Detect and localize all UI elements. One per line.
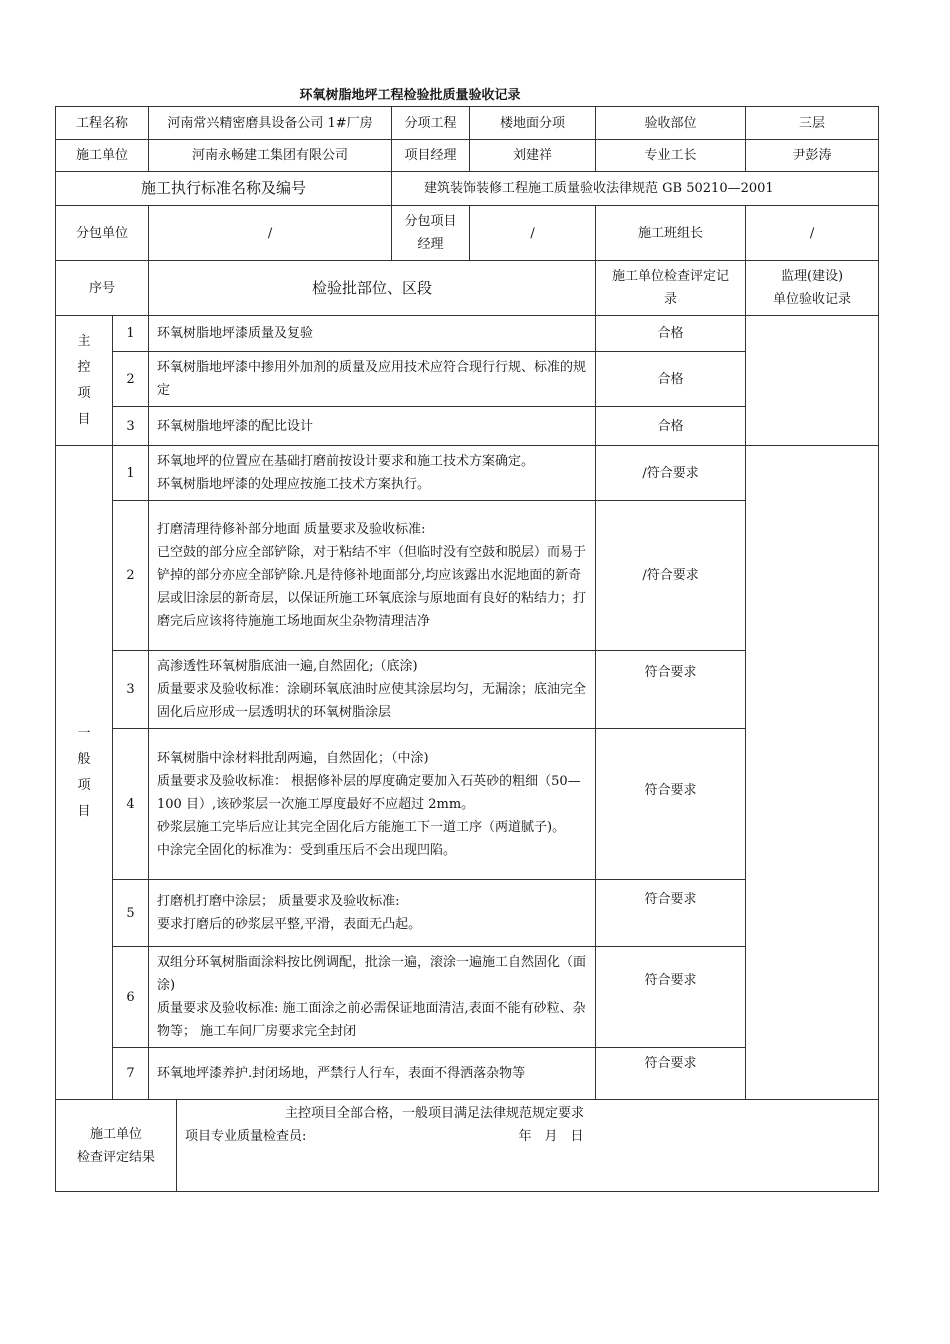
main-control-char: 主 bbox=[77, 333, 91, 349]
standard-value: 建筑装饰装修工程施工质量验收法律规范 GB 50210—2001 bbox=[392, 172, 879, 206]
sub-item-value: 楼地面分项 bbox=[470, 107, 596, 140]
document-title: 环氧树脂地坪工程检验批质量验收记录 bbox=[299, 88, 521, 103]
general-item-result: /符合要求 bbox=[596, 501, 746, 651]
main-item-no: 1 bbox=[113, 316, 149, 352]
general-char: 目 bbox=[77, 803, 91, 819]
sub-item-label: 分项工程 bbox=[392, 107, 470, 140]
pm-value: 刘建祥 bbox=[470, 140, 596, 172]
result-section-label: 施工单位 检查评定结果 bbox=[56, 1100, 177, 1192]
general-item-text: 双组分环氧树脂面涂料按比例调配，批涂一遍，滚涂一遍施工自然固化（面涂) 质量要求及验收标准: 施工面涂之前必需保证地面清洁,表面不能有砂粒、杂物等； 施工车间厂房要求完全封闭 bbox=[149, 947, 596, 1048]
acceptance-part-value: 三层 bbox=[746, 107, 879, 140]
main-control-char: 控 bbox=[77, 359, 91, 375]
general-supervisor-cell bbox=[746, 446, 879, 1100]
contractor-value: 河南永畅建工集团有限公司 bbox=[149, 140, 392, 172]
general-item-text: 环氧地坪的位置应在基础打磨前按设计要求和施工技术方案确定。 环氧树脂地坪漆的处理应按施工技术方案执行。 bbox=[149, 446, 596, 501]
team-leader-label: 施工班组长 bbox=[596, 206, 746, 261]
result-section-body bbox=[177, 1100, 879, 1192]
supervisor-record-header: 监理(建设) 单位验收记录 bbox=[746, 261, 879, 316]
main-control-char: 项 bbox=[77, 385, 91, 401]
general-item-result: 符合要求 bbox=[596, 880, 746, 947]
result-conclusion: 主控项目全部合格，一般项目满足法律规范规定要求 bbox=[285, 1106, 585, 1121]
general-item-text: 环氧地坪漆养护.封闭场地，严禁行人行车，表面不得洒落杂物等 bbox=[149, 1048, 596, 1100]
project-name-label: 工程名称 bbox=[56, 107, 149, 140]
main-item-result: 合格 bbox=[596, 352, 746, 407]
general-item-result: /符合要求 bbox=[596, 446, 746, 501]
general-item-text: 环氧树脂中涂材料批刮两遍，自然固化；（中涂) 质量要求及验收标准： 根据修补层的厚度确定要加入石英砂的粗细（50—100 目）,该砂浆层一次施工厚度最好不应超过 2mm。 砂浆层施工完毕后应让其完全固化后方能施工下一道工序（两道腻子)。 中涂完全固化的标准为：受到重压后不会出现凹陷。 bbox=[149, 729, 596, 880]
general-item-text: 打磨机打磨中涂层； 质量要求及验收标准: 要求打磨后的砂浆层平整,平滑，表面无凸起。 bbox=[149, 880, 596, 947]
general-item-no: 1 bbox=[113, 446, 149, 501]
main-item-result: 合格 bbox=[596, 316, 746, 352]
main-item-no: 3 bbox=[113, 407, 149, 446]
team-leader-value: / bbox=[746, 206, 879, 261]
standard-label: 施工执行标准名称及编号 bbox=[56, 172, 392, 206]
general-item-no: 4 bbox=[113, 729, 149, 880]
main-item-text: 环氧树脂地坪漆中掺用外加剂的质量及应用技术应符合现行行规、标准的规定 bbox=[149, 352, 596, 407]
subcontractor-label: 分包单位 bbox=[56, 206, 149, 261]
general-char: 一 bbox=[77, 725, 91, 741]
pm-label: 项目经理 bbox=[392, 140, 470, 172]
project-name-value: 河南常兴精密磨具设备公司 1#厂房 bbox=[149, 107, 392, 140]
general-item-no: 7 bbox=[113, 1048, 149, 1100]
inspector-label: 项目专业质量检查员: bbox=[185, 1129, 307, 1144]
subcontractor-value: / bbox=[149, 206, 392, 261]
general-item-no: 3 bbox=[113, 651, 149, 729]
general-item-no: 6 bbox=[113, 947, 149, 1048]
contractor-label: 施工单位 bbox=[56, 140, 149, 172]
general-item-text: 高渗透性环氧树脂底油一遍,自然固化;（底涂) 质量要求及验收标准：涂刷环氧底油时应使其涂层均匀，无漏涂；底油完全固化后应形成一层透明状的环氧树脂涂层 bbox=[149, 651, 596, 729]
main-item-text: 环氧树脂地坪漆的配比设计 bbox=[149, 407, 596, 446]
contractor-record-header: 施工单位检查评定记 录 bbox=[596, 261, 746, 316]
main-item-result: 合格 bbox=[596, 407, 746, 446]
general-char: 项 bbox=[77, 777, 91, 793]
foreman-value: 尹彭涛 bbox=[746, 140, 879, 172]
main-control-label bbox=[56, 316, 113, 446]
general-char: 般 bbox=[77, 751, 91, 767]
result-sign-line bbox=[185, 1125, 870, 1148]
acceptance-part-label: 验收部位 bbox=[596, 107, 746, 140]
sub-pm-label: 分包项目 经理 bbox=[392, 206, 470, 261]
main-control-char: 目 bbox=[77, 411, 91, 427]
general-item-result: 符合要求 bbox=[596, 729, 746, 880]
sub-pm-value: / bbox=[470, 206, 596, 261]
main-item-no: 2 bbox=[113, 352, 149, 407]
general-item-result: 符合要求 bbox=[596, 947, 746, 1048]
general-item-text: 打磨清理待修补部分地面 质量要求及验收标准: 已空鼓的部分应全部铲除，对于粘结不牢（但临时没有空鼓和脱层）而易于铲掉的部分亦应全部铲除.凡是待修补地面部分,均应该露出水泥地面的新奇层或旧涂层的新奇层，以保证所施工环氧底涂与原地面有良好的粘结力；打磨完后应该将待施施工场地面灰尘杂物清理洁净 bbox=[149, 501, 596, 651]
acceptance-record-table bbox=[55, 106, 879, 1192]
general-item-no: 2 bbox=[113, 501, 149, 651]
general-item-no: 5 bbox=[113, 880, 149, 947]
date-label: 年 月 日 bbox=[518, 1129, 584, 1144]
main-supervisor-cell bbox=[746, 316, 879, 446]
general-item-result: 符合要求 bbox=[596, 651, 746, 729]
location-header: 检验批部位、区段 bbox=[149, 261, 596, 316]
seq-header: 序号 bbox=[56, 261, 149, 316]
general-label bbox=[56, 446, 113, 1100]
general-item-result: 符合要求 bbox=[596, 1048, 746, 1100]
main-item-text: 环氧树脂地坪漆质量及复验 bbox=[149, 316, 596, 352]
foreman-label: 专业工长 bbox=[596, 140, 746, 172]
